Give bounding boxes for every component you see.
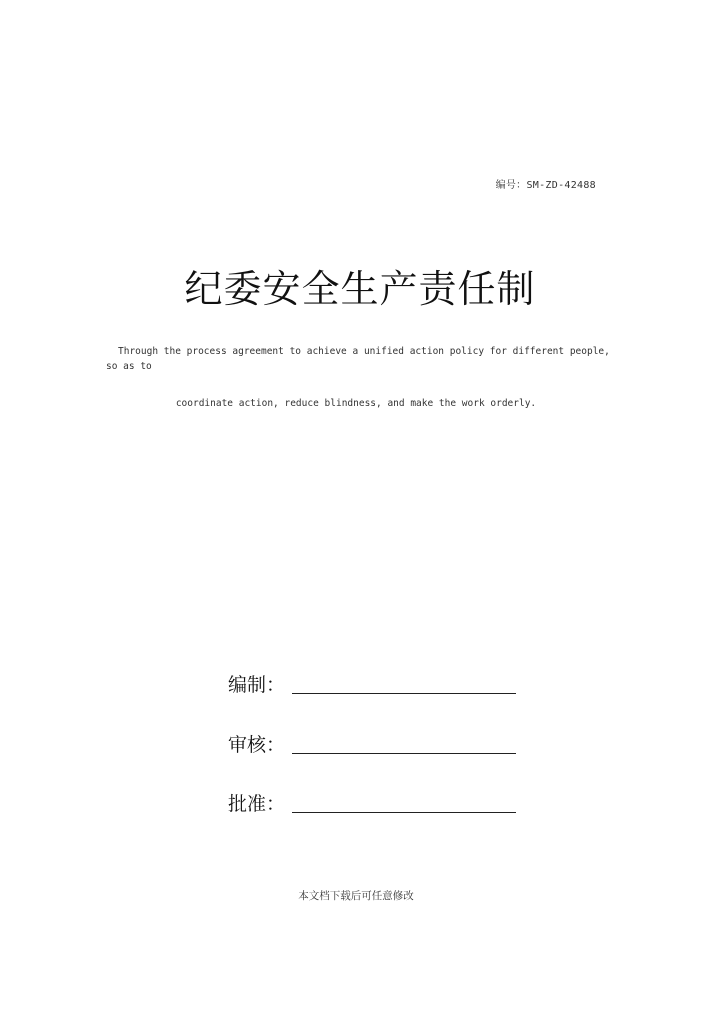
approve-signature-row [228, 789, 516, 816]
review-label: 审核： [228, 734, 286, 756]
review-signature-line [292, 733, 516, 754]
document-title: 纪委安全生产责任制 [184, 267, 536, 311]
subtitle-line-2: coordinate action, reduce blindness, and make the work orderly. [175, 398, 537, 409]
compile-signature-line [292, 673, 516, 694]
compile-label: 编制： [228, 674, 286, 696]
compile-signature-row [228, 670, 516, 697]
approve-label: 批准： [228, 793, 286, 815]
footer-note: 本文档下载后可任意修改 [298, 890, 414, 902]
review-signature-row [228, 730, 516, 757]
document-number: 编号：SM-ZD-42488 [495, 180, 596, 191]
approve-signature-line [292, 792, 516, 813]
subtitle-line-1: Through the process agreement to achieve a unified action policy for different people, so as to [106, 346, 610, 372]
